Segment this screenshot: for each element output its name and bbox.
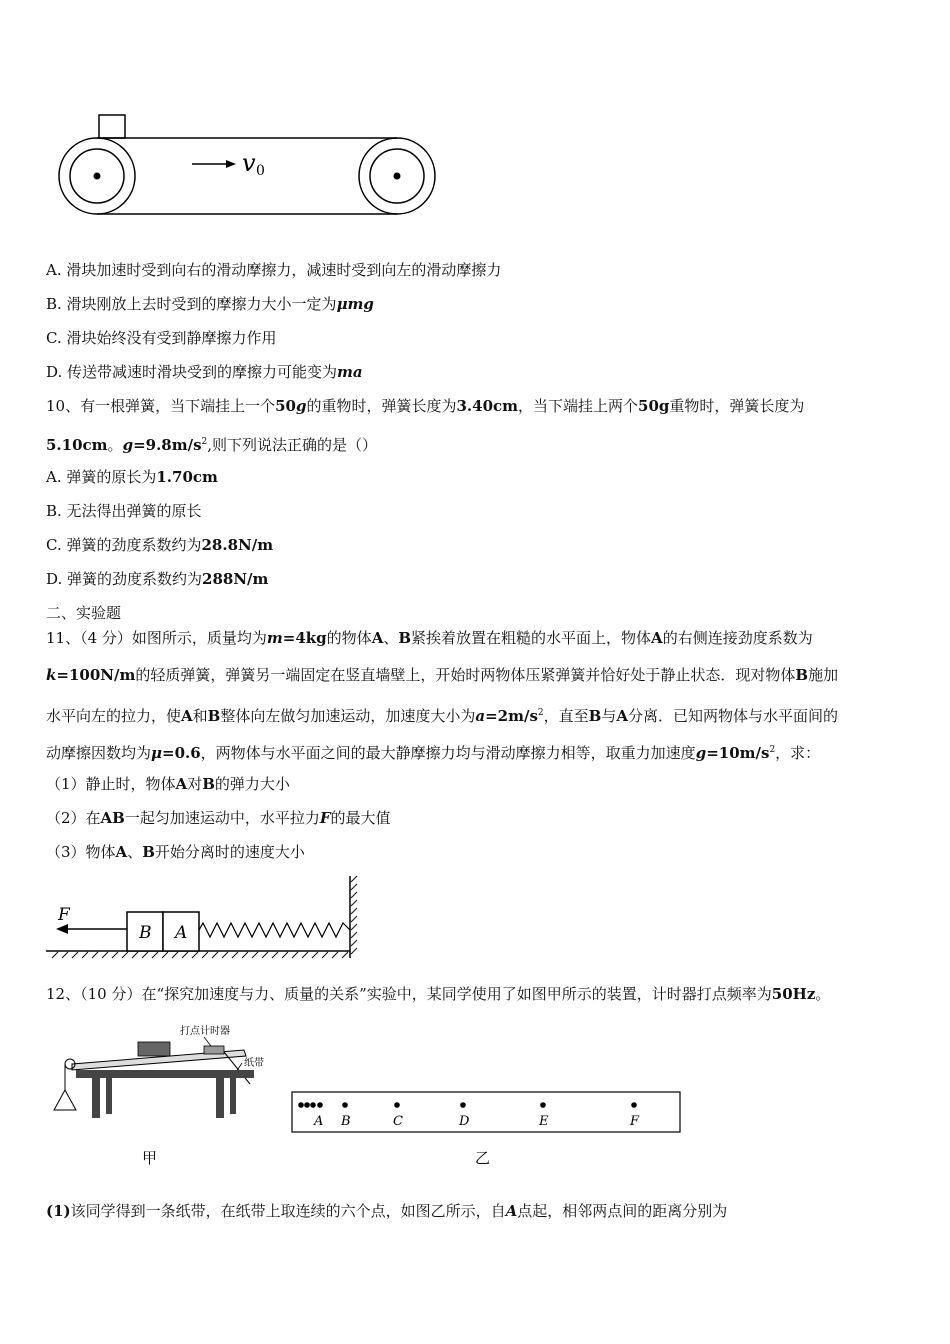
tape-dot-d	[460, 1102, 466, 1108]
q11-line3	[46, 703, 838, 726]
q11-s2d: F	[319, 809, 331, 827]
q11-s2c: 一起匀加速运动中，水平拉力	[124, 809, 320, 827]
q9-option-c: C. 滑块始终没有受到静摩擦力作用	[46, 329, 277, 347]
q10-l1b: 50	[275, 397, 296, 415]
tape-label-c: C	[393, 1114, 403, 1129]
tape-dot-b	[342, 1102, 348, 1108]
q11-l3e: 整体向左做匀加速运动，加速度大小为	[220, 707, 476, 725]
q11-l2d: 施加	[808, 666, 839, 684]
table-leg-right-1	[216, 1078, 224, 1118]
q10-l1e: 3.40cm	[456, 397, 519, 415]
tape-dot-a	[317, 1102, 323, 1108]
timer-device	[204, 1046, 224, 1054]
tape-label-d: D	[459, 1114, 470, 1129]
q9-option-d-text: D. 传送带减速时滑块受到的摩擦力可能变为	[46, 363, 338, 381]
q12-p1c: A	[505, 1202, 518, 1220]
q11-l4c: ，两物体与水平面之间的最大静摩擦力均与滑动摩擦力相等，取重力加速度	[200, 744, 696, 762]
slider-block	[99, 115, 125, 138]
q11-s3d: B	[142, 843, 155, 861]
q10-l1a: 10、有一根弹簧，当下端挂上一个	[46, 397, 276, 415]
q12-part1	[46, 1201, 727, 1221]
q11-l3b: A	[181, 707, 193, 725]
q11-l1d: A	[371, 629, 384, 647]
q12-p1d: 点起，相邻两点间的距离分别为	[517, 1202, 728, 1220]
q10-option-d	[46, 569, 268, 589]
q11-line1	[46, 628, 813, 648]
q11-l3j: 与	[601, 707, 617, 725]
q11-s2e: 的最大值	[330, 809, 391, 827]
q10-l2d: =9.8m/s	[133, 436, 202, 454]
q10-l2a: 5.10cm	[46, 436, 108, 454]
q10-l2-sup: 2	[201, 437, 208, 447]
q11-l3i: B	[588, 707, 602, 725]
right-pulley-axle	[394, 173, 401, 180]
tape-label: 纸带	[244, 1058, 264, 1069]
q12-apparatus-figure	[44, 1020, 284, 1170]
cart	[138, 1042, 170, 1056]
q11-l3l: 分离．已知两物体与水平面间的	[628, 707, 839, 725]
section-heading-experiments: 二、实验题	[46, 604, 122, 622]
q11-l4a: 动摩擦因数均为	[46, 744, 152, 762]
q11-s1b: A	[175, 775, 188, 793]
q11-l3f: a	[475, 707, 486, 725]
force-arrowhead	[56, 924, 68, 934]
tape-dot-f	[631, 1102, 637, 1108]
q12-l1a: 12、（10 分）在“探究加速度与力、质量的关系”实验中，某同学使用了如图甲所示的装置，计时器打点频率为	[46, 985, 772, 1003]
q11-s1c: 对	[187, 775, 203, 793]
q11-s3c: 、	[127, 843, 143, 861]
q11-l1a: 11、（4 分）如图所示，质量均为	[46, 629, 267, 647]
q11-l1g: 紧挨着放置在粗糙的水平面上，物体	[411, 629, 652, 647]
q11-l1h: A	[651, 629, 663, 647]
tape-dot-a1	[298, 1102, 304, 1108]
q10-stem-line2	[46, 432, 377, 455]
velocity-subscript: 0	[256, 163, 265, 179]
q10-l2e: ,则下列说法正确的是（）	[207, 436, 378, 454]
q11-l4g: g	[695, 744, 707, 762]
q10-option-c	[46, 535, 273, 555]
q11-s1a: （1）静止时，物体	[46, 775, 176, 793]
tape-caption: 乙	[475, 1149, 491, 1167]
tape-label-e: E	[539, 1114, 549, 1129]
q11-l3c: 和	[192, 707, 208, 725]
q10-l2c: g	[122, 436, 134, 454]
conveyor-belt-figure	[50, 108, 450, 226]
q10-option-d-text: D. 弹簧的劲度系数约为	[46, 570, 203, 588]
q12-tape-figure	[290, 1090, 690, 1170]
q9-option-b-text: B. 滑块刚放上去时受到的摩擦力大小一定为	[46, 295, 337, 313]
q11-l2c: B	[795, 666, 809, 684]
velocity-label: v	[242, 149, 256, 177]
q11-s2a: （2）在	[46, 809, 101, 827]
q11-s1d: B	[202, 775, 215, 793]
tape-dot-e	[540, 1102, 546, 1108]
q11-l1b: =4kg	[282, 629, 327, 647]
hanging-weight	[54, 1090, 76, 1110]
q11-s3b: A	[115, 843, 128, 861]
q10-stem-line1	[46, 396, 804, 416]
q11-l4e: ，求：	[775, 744, 821, 762]
spring	[199, 923, 350, 937]
q11-l4d: =10m/s	[706, 744, 770, 762]
q10-l2b: 。	[107, 436, 123, 454]
timer-label: 打点计时器	[180, 1026, 230, 1037]
q10-option-c-text: C. 弹簧的劲度系数约为	[46, 536, 202, 554]
q10-l1c: g	[295, 397, 307, 415]
q10-l1h: 重物时，弹簧长度为	[669, 397, 805, 415]
q12-l1b: 50Hz	[771, 985, 816, 1003]
q11-l1f: B	[398, 629, 412, 647]
apparatus-caption: 甲	[142, 1149, 158, 1167]
q9-option-d-math: ma	[337, 363, 363, 381]
tape-dot-a3	[310, 1102, 316, 1108]
q11-line2	[46, 665, 838, 685]
q10-option-a	[46, 467, 218, 487]
q10-option-a-val: 1.70cm	[156, 468, 218, 486]
q11-l4b: =0.6	[162, 744, 201, 762]
velocity-arrowhead	[226, 160, 236, 168]
q10-l1g: 50g	[638, 397, 670, 415]
q9-option-b	[46, 294, 374, 314]
q11-l4mu: μ	[151, 744, 162, 762]
tape-label-a: A	[314, 1114, 324, 1129]
q10-option-b: B. 无法得出弹簧的原长	[46, 502, 202, 520]
q10-option-a-text: A. 弹簧的原长为	[46, 468, 157, 486]
q11-l1e: 、	[383, 629, 399, 647]
ground-hatch	[52, 952, 348, 958]
q11-l2b: 的轻质弹簧，弹簧另一端固定在竖直墙壁上，开始时两物体压紧弹簧并恰好处于静止状态．现对物体	[135, 666, 796, 684]
q11-l3-sup: 2	[537, 708, 544, 718]
tape-dot-a2	[304, 1102, 310, 1108]
q9-option-a: A. 滑块加速时受到向右的滑动摩擦力，减速时受到向左的滑动摩擦力	[46, 261, 502, 279]
q11-sub2	[46, 808, 391, 828]
q10-l1d: 的重物时，弹簧长度为	[306, 397, 457, 415]
q11-line4	[46, 740, 820, 763]
block-a-label: A	[175, 923, 188, 943]
force-label: F	[58, 905, 70, 925]
q9-option-d	[46, 362, 363, 382]
block-b-label: B	[139, 923, 152, 943]
q11-blocks-spring-figure	[44, 872, 364, 962]
table-top	[76, 1070, 254, 1078]
q11-sub3	[46, 842, 305, 862]
q9-option-b-math: μmg	[336, 295, 374, 313]
q11-l2k: k	[46, 666, 57, 684]
q11-s2b: AB	[100, 809, 125, 827]
q11-s3a: （3）物体	[46, 843, 116, 861]
q11-l1i: 的右侧连接劲度系数为	[662, 629, 813, 647]
q11-l3h: ，直至	[543, 707, 589, 725]
q10-l1f: ，当下端挂上两个	[518, 397, 639, 415]
q11-l3k: A	[616, 707, 629, 725]
q12-p1b: 该同学得到一条纸带，在纸带上取连续的六个点，如图乙所示，自	[70, 1202, 506, 1220]
table-leg-right-2	[230, 1078, 236, 1114]
tape-label-f: F	[630, 1114, 640, 1129]
tape-label-b: B	[341, 1114, 351, 1129]
q11-l3a: 水平向左的拉力，使	[46, 707, 182, 725]
q11-l1m: m	[266, 629, 283, 647]
q12-p1a: (1)	[46, 1202, 71, 1220]
q11-s1e: 的弹力大小	[214, 775, 290, 793]
table-leg-left-2	[106, 1078, 112, 1114]
q10-option-c-val: 28.8N/m	[201, 536, 274, 554]
left-pulley-axle	[94, 173, 101, 180]
q12-l1c: 。	[815, 985, 831, 1003]
wall-hatch	[351, 876, 357, 954]
table-leg-left-1	[92, 1078, 100, 1118]
q12-stem	[46, 984, 830, 1004]
q11-s3e: 开始分离时的速度大小	[154, 843, 305, 861]
q11-l1c: 的物体	[326, 629, 372, 647]
q11-l4-sup: 2	[769, 745, 776, 755]
q10-option-d-val: 288N/m	[202, 570, 269, 588]
q11-l2a: =100N/m	[56, 666, 136, 684]
tape-dot-c	[394, 1102, 400, 1108]
q11-sub1	[46, 774, 290, 794]
q11-l3g: =2m/s	[485, 707, 538, 725]
q11-l3d: B	[207, 707, 221, 725]
